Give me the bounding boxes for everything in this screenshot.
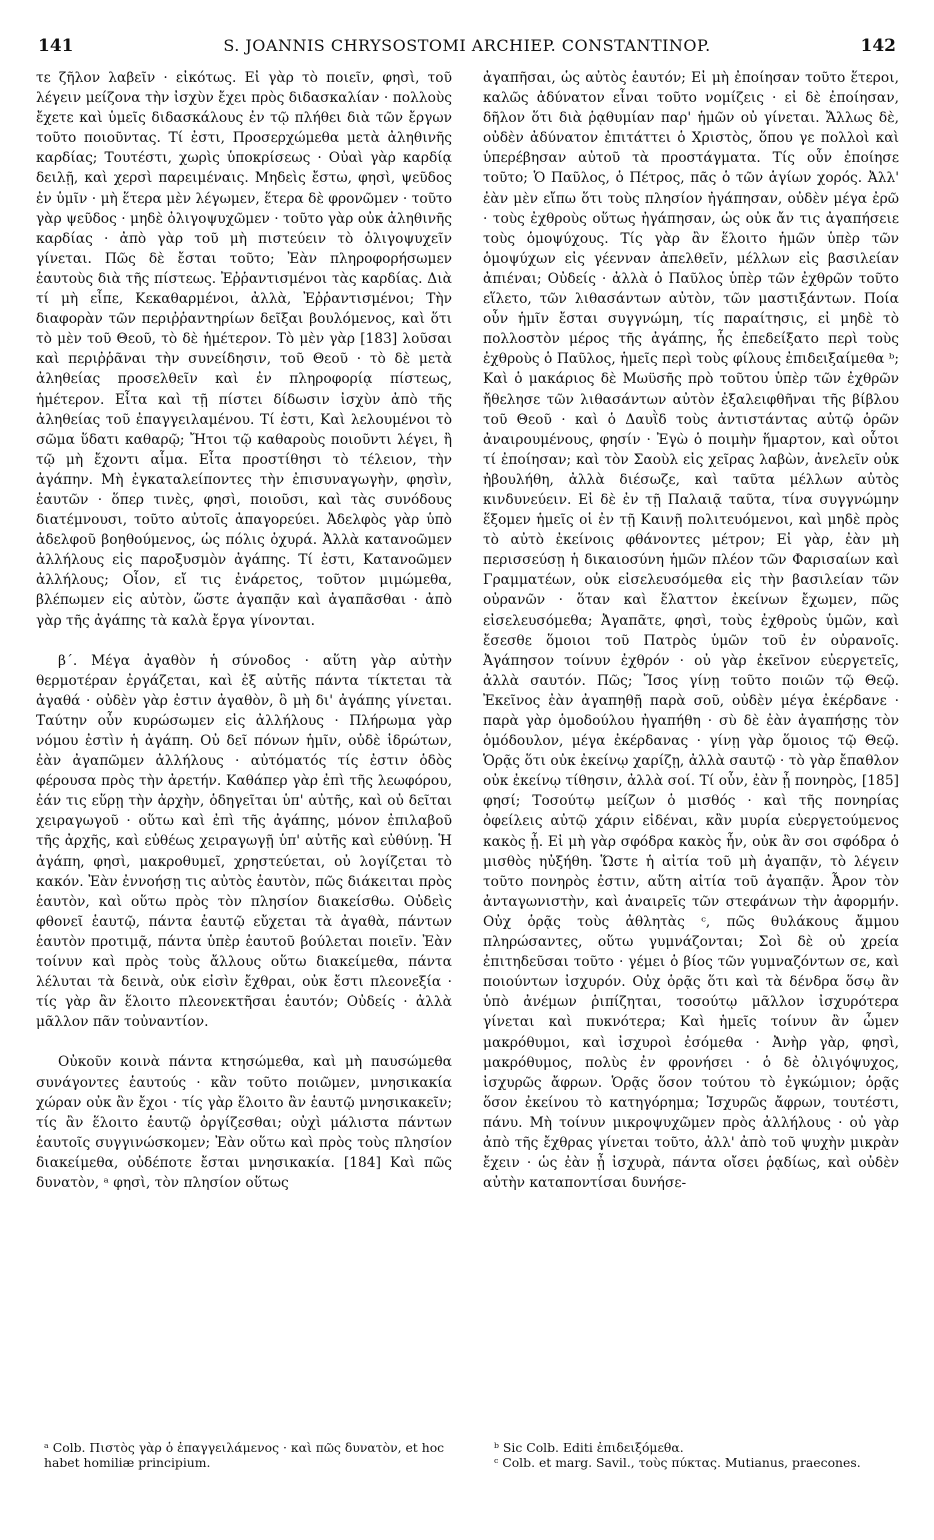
paragraph: Οὐκοῦν κοινὰ πάντα κτησώμεθα, καὶ μὴ παυσώμεθα συνάγοντες ἑαυτούς · κἂν τοῦτο ποιῶμεν, μνησικακία χώραν οὐκ ἂν ἔχοι · τίς γὰρ ἕλοιτο ἂν ἑαυτῷ μνησικακεῖν; τίς ἂν ἕλοιτο ἑαυτῷ ὀργίζεσθαι; οὐχὶ μάλιστα πάντων ἑαυτοῖς συγγινώσκομεν; Ἐὰν οὕτω καὶ πρὸς τοὺς πλησίον διακείμεθα, οὐδέποτε ἔσται μνησικακία. [184] Καὶ πῶς δυνατὸν, ᵃ φησὶ, τὸν πλησίον οὕτως bbox=[36, 1054, 452, 1191]
paragraph: β΄. Μέγα ἀγαθὸν ἡ σύνοδος · αὕτη γὰρ αὐτὴν θερμοτέραν ἐργάζεται, καὶ ἐξ αὐτῆς πάντα τίκτεται τὰ ἀγαθά · οὐδὲν γὰρ ἐστιν ἀγαθὸν, ὃ μὴ δι' ἀγάπης γίνεται. Ταύτην οὖν κυρώσωμεν εἰς ἀλλήλους · Πλήρωμα γὰρ νόμου ἐστὶν ἡ ἀγάπη. Οὐ δεῖ πόνων ἡμῖν, οὐδὲ ἱδρώτων, ἐὰν ἀγαπῶμεν ἀλλήλους · αὐτόματός τίς ἐστιν ὁδὸς φέρουσα πρὸς τὴν ἀρετήν. Καθάπερ γὰρ ἐπὶ τῆς λεωφόρου, ἐάν τις εὕρῃ τὴν ἀρχὴν, ὁδηγεῖται ὑπ' αὐτῆς, καὶ οὐ δεῖται χειραγωγοῦ · οὕτω καὶ ἐπὶ τῆς ἀγάπης, μόνον ἐπιλαβοῦ τῆς ἀρχῆς, καὶ εὐθέως χειραγωγῇ ὑπ' αὐτῆς καὶ εὐθύνῃ. Ἡ ἀγάπη, φησὶ, μακροθυμεῖ, χρηστεύεται, οὐ λογίζεται τὸ κακόν. Ἐὰν ἐννοήσῃ τις αὐτὸς ἑαυτὸν, πῶς διάκειται πρὸς ἑαυτὸν, καὶ οὕτω πρὸς τὸν πλησίον διακείσθω. Οὐδεὶς φθονεῖ ἑαυτῷ, πάντα ἑαυτῷ εὔχεται τὰ ἀγαθὰ, πάντων ἑαυτὸν προτιμᾷ, πάντα ὑπὲρ ἑαυτοῦ βούλεται ποιεῖν. Ἐὰν τοίνυν καὶ πρὸς τοὺς ἄλλους οὕτω διακείμεθα, πάντα λέλυται τὰ δεινὰ, οὐκ εἰσὶν ἔχθραι, οὐκ ἔστι πλεονεξία · τίς γὰρ ἂν ἕλοιτο πλεονεκτῆσαι ἑαυτόν; Οὐδείς · ἀλλὰ μᾶλλον πᾶν τοὐναντίον. bbox=[36, 652, 452, 1031]
running-title: S. JOANNIS CHRYSOSTOMI ARCHIEP. CONSTANTINOP. bbox=[223, 36, 711, 55]
paragraph: τε ζῆλον λαβεῖν · εἰκότως. Εἰ γὰρ τὸ ποιεῖν, φησὶ, τοῦ λέγειν μείζονα τὴν ἰσχὺν ἔχει πρὸς διδασκαλίαν · πολλοὺς ἔχετε καὶ ὑμεῖς διδασκάλους ἐν τῷ πλήθει διὰ τῶν ἔργων τοῦτο ποιοῦντας. Τί ἐστι, Προσερχώμεθα μετὰ ἀληθινῆς καρδίας; Τουτέστι, χωρὶς ὑποκρίσεως · Οὐαὶ γὰρ καρδίᾳ δειλῇ, καὶ χερσὶ παρειμέναις. Μηδεὶς ἔστω, φησὶ, ψεῦδος ἐν ὑμῖν · μὴ ἕτερα μὲν λέγωμεν, ἕτερα δὲ φρονῶμεν · τοῦτο γὰρ ψεῦδος · μηδὲ ὀλιγοψυχῶμεν · τοῦτο γὰρ οὐκ ἀληθινῆς καρδίας · ἀπὸ γὰρ τοῦ μὴ πιστεύειν τὸ ὀλιγοψυχεῖν γίνεται. Πῶς δὲ ἔσται τοῦτο; Ἐὰν πληροφορήσωμεν ἑαυτοὺς διὰ τῆς πίστεως. Ἐῤῥαντισμένοι τὰς καρδίας. Διὰ τί μὴ εἶπε, Κεκαθαρμένοι, ἀλλὰ, Ἐῤῥαντισμένοι; Τὴν διαφορὰν τῶν περιῤῥαντηρίων δεῖξαι βουλόμενος, καὶ ὅτι τὸ μὲν τοῦ Θεοῦ, τὸ δὲ ἡμέτερον. Τὸ μὲν γὰρ [183] λοῦσαι καὶ περιῤῥᾶναι τὴν συνείδησιν, τοῦ Θεοῦ · τὸ δὲ μετὰ ἀληθείας προσελθεῖν καὶ ἐν πληροφορίᾳ πίστεως, ἡμέτερον. Εἶτα καὶ τῇ πίστει δίδωσιν ἰσχὺν ἀπὸ τῆς ἀληθείας τοῦ ἐπαγγειλαμένου. Τί ἐστι, Καὶ λελουμένοι τὸ σῶμα ὕδατι καθαρῷ; Ἤτοι τῷ καθαροὺς ποιοῦντι λέγει, ἢ τῷ μὴ ἔχοντι αἷμα. Εἶτα προστίθησι τὸ τέλειον, τὴν ἀγάπην. Μὴ ἐγκαταλείποντες τὴν ἐπισυναγωγὴν, φησὶν, ἑαυτῶν · ὅπερ τινὲς, φησὶ, ποιοῦσι, καὶ τὰς συνόδους διατέμνουσι, τοῦτο αὐτοῖς ἀπαγορεύει. Ἀδελφὸς γὰρ ὑπὸ ἀδελφοῦ βοηθούμενος, ὡς πόλις ὀχυρά. Ἀλλὰ κατανοῶμεν ἀλλήλους εἰς παροξυσμὸν ἀγάπης. Τί ἐστι, Κατανοῶμεν ἀλλήλους; Οἷον, εἴ τις ἐνάρετος, τοῦτον μιμώμεθα, βλέπωμεν εἰς αὐτὸν, ὥστε ἀγαπᾷν καὶ ἀγαπᾶσθαι · ἀπὸ γὰρ τῆς ἀγάπης τὰ καλὰ ἔργα γίνονται. bbox=[36, 70, 452, 629]
footnote: ᵇ Sic Colb. Editi ἐπιδειξόμεθα. bbox=[494, 1440, 684, 1455]
right-column bbox=[483, 68, 899, 1193]
footnote: ᶜ Colb. et marg. Savil., τοὺς πύκτας. Mutianus, praecones. bbox=[494, 1455, 861, 1470]
paragraph: ἀγαπῆσαι, ὡς αὐτὸς ἑαυτόν; Εἰ μὴ ἐποίησαν τοῦτο ἕτεροι, καλῶς ἀδύνατον εἶναι τοῦτο νομίζεις · εἰ δὲ ἐποίησαν, δῆλον ὅτι διὰ ῥᾳθυμίαν παρ' ἡμῶν οὐ γίνεται. Ἄλλως δὲ, οὐδὲν ἀδύνατον ἐπιτάττει ὁ Χριστὸς, ὅπου γε πολλοὶ καὶ ὑπερέβησαν αὐτοῦ τὰ προστάγματα. Τίς οὖν ἐποίησε τοῦτο; Ὁ Παῦλος, ὁ Πέτρος, πᾶς ὁ τῶν ἁγίων χορός. Ἀλλ' ἐὰν μὲν εἴπω ὅτι τοὺς πλησίον ἠγάπησαν, οὐδὲν μέγα ἐρῶ · τοὺς ἐχθροὺς οὕτως ἠγάπησαν, ὡς οὐκ ἄν τις ἀγαπήσειε τοὺς ὁμοψύχους. Τίς γὰρ ἂν ἕλοιτο ἡμῶν ὑπὲρ τῶν ὁμοψύχων εἰς γέενναν ἀπελθεῖν, μέλλων εἰς βασιλείαν ἀπιέναι; Οὐδείς · ἀλλὰ ὁ Παῦλος ὑπὲρ τῶν ἐχθρῶν τοῦτο εἵλετο, τῶν λιθασάντων αὐτὸν, τῶν μαστιξάντων. Ποία οὖν ἡμῖν ἔσται συγγνώμη, τίς παραίτησις, εἰ μηδὲ τὸ πολλοστὸν μέρος τῆς ἀγάπης, ἧς ἐπεδείξατο περὶ τοὺς ἐχθροὺς ὁ Παῦλος, ἡμεῖς περὶ τοὺς φίλους ἐπιδειξαίμεθα ᵇ; Καὶ ὁ μακάριος δὲ Μωϋσῆς πρὸ τοῦτου ὑπὲρ τῶν ἐχθρῶν ἤθελησε τῶν λιθασάντων αὐτὸν ἐξαλειφθῆναι τῆς βίβλου τοῦ Θεοῦ · καὶ ὁ Δαυῒδ τοὺς ἀντιστάντας αὐτῷ ὁρῶν ἀναιρουμένους, φησίν · Ἐγὼ ὁ ποιμὴν ἥμαρτον, καὶ οὗτοι τί ἐποίησαν; καὶ τὸν Σαοὺλ εἰς χεῖρας λαβὼν, ἀνελεῖν οὐκ ἠβουλήθη, ἀλλὰ διέσωζε, καὶ ταῦτα μέλλων αὐτὸς κινδυνεύειν. Εἰ δὲ ἐν τῇ Παλαιᾷ ταῦτα, τίνα συγγνώμην ἕξομεν ἡμεῖς οἱ ἐν τῇ Καινῇ πολιτευόμενοι, καὶ μηδὲ πρὸς τὸ αὐτὸ ἐκείνοις φθάνοντες μέτρον; Εἰ γὰρ, ἐὰν μὴ περισσεύσῃ ἡ δικαιοσύνη ἡμῶν πλέον τῶν Φαρισαίων καὶ Γραμματέων, οὐκ εἰσελευσόμεθα εἰς τὴν βασιλείαν τῶν οὐρανῶν · ὅταν καὶ ἔλαττον ἐκείνων ἔχωμεν, πῶς εἰσελευσόμεθα; Ἀγαπᾶτε, φησὶ, τοὺς ἐχθροὺς ὑμῶν, καὶ ἔσεσθε ὅμοιοι τοῦ Πατρὸς ὑμῶν τοῦ ἐν οὐρανοῖς. Ἀγάπησον τοίνυν ἐχθρόν · οὐ γὰρ ἐκεῖνον εὐεργετεῖς, ἀλλὰ σαυτόν. Πῶς; Ἴσος γίνῃ τοῦτο ποιῶν τῷ Θεῷ. Ἐκεῖνος ἐὰν ἀγαπηθῇ παρὰ σοῦ, οὐδὲν μέγα ἐκέρδανε · παρὰ γὰρ ὁμοδούλου ἠγαπήθη · σὺ δὲ ἐὰν ἀγαπήσῃς τὸν ὁμόδουλον, μέγα ἐκέρδανας · γίνῃ γὰρ ὅμοιος τῷ Θεῷ. Ὁρᾷς ὅτι οὐκ ἐκείνῳ χαρίζῃ, ἀλλὰ σαυτῷ · τὸ γὰρ ἔπαθλον οὐκ ἐκείνῳ τίθησιν, ἀλλὰ σοί. Τί οὖν, ἐὰν ᾖ πονηρὸς, [185] φησί; Τοσούτῳ μείζων ὁ μισθός · καὶ τῆς πονηρίας ὀφείλεις αὐτῷ χάριν εἰδέναι, κἂν μυρία εὐεργετούμενος κακὸς ᾖ. Εἰ μὴ γὰρ σφόδρα κακὸς ἦν, οὐκ ἂν σοι σφόδρα ὁ μισθὸς ηὐξήθη. Ὥστε ἡ αἰτία τοῦ μὴ ἀγαπᾷν, τὸ λέγειν τοῦτο πονηρὸς ἐστιν, αὕτη αἰτία τοῦ ἀγαπᾷν. Ἆρον τὸν ἀνταγωνιστὴν, καὶ ἀναιρεῖς τῶν στεφάνων τὴν ἀφορμήν. Οὐχ ὁρᾷς τοὺς ἀθλητὰς ᶜ, πῶς θυλάκους ἄμμου πληρώσαντες, οὕτω γυμνάζονται; Σοὶ δὲ οὐ χρεία ἐπιτηδεῦσαι τοῦτο · γέμει ὁ βίος τῶν γυμναζόντων σε, καὶ ποιούντων ἰσχυρόν. Οὐχ ὁρᾷς ὅτι καὶ τὰ δένδρα ὅσῳ ἂν ὑπὸ ἀνέμων ῥιπίζηται, τοσούτῳ μᾶλλον ἰσχυρότερα γίνεται καὶ πυκνότερα; Καὶ ἡμεῖς τοίνυν ἂν ὦμεν μακρόθυμοι, καὶ ἰσχυροὶ ἐσόμεθα · Ἀνὴρ γὰρ, φησὶ, μακρόθυμος, πολὺς ἐν φρονήσει · ὁ δὲ ὀλιγόψυχος, ἰσχυρῶς ἄφρων. Ὁρᾷς ὅσον τούτου τὸ ἐγκώμιον; ὁρᾷς ὅσον ἐκείνου τὸ κατηγόρημα; Ἰσχυρῶς ἄφρων, τουτέστι, πάνυ. Μὴ τοίνυν μικροψυχῶμεν πρὸς ἀλλήλους · οὐ γὰρ ἀπὸ τῆς ἔχθρας γίνεται τοῦτο, ἀλλ' ἀπὸ τοῦ ψυχὴν μικρὰν ἔχειν · ὡς ἐὰν ᾖ ἰσχυρὰ, πάντα οἴσει ῥᾳδίως, καὶ οὐδὲν αὐτὴν καταποντίσαι δυνήσε- bbox=[483, 70, 899, 1192]
footnotes-right bbox=[494, 1440, 898, 1470]
left-column bbox=[36, 68, 452, 1193]
footnotes-left bbox=[44, 1440, 448, 1470]
footnote: ᵃ Colb. Πιστὸς γὰρ ὁ ἐπαγγειλάμενος · καὶ πῶς δυνατὸν, et hoc habet homiliæ principium. bbox=[44, 1440, 445, 1470]
right-page-number: 142 bbox=[860, 36, 896, 56]
running-header bbox=[30, 36, 904, 60]
left-page-number: 141 bbox=[38, 36, 74, 56]
